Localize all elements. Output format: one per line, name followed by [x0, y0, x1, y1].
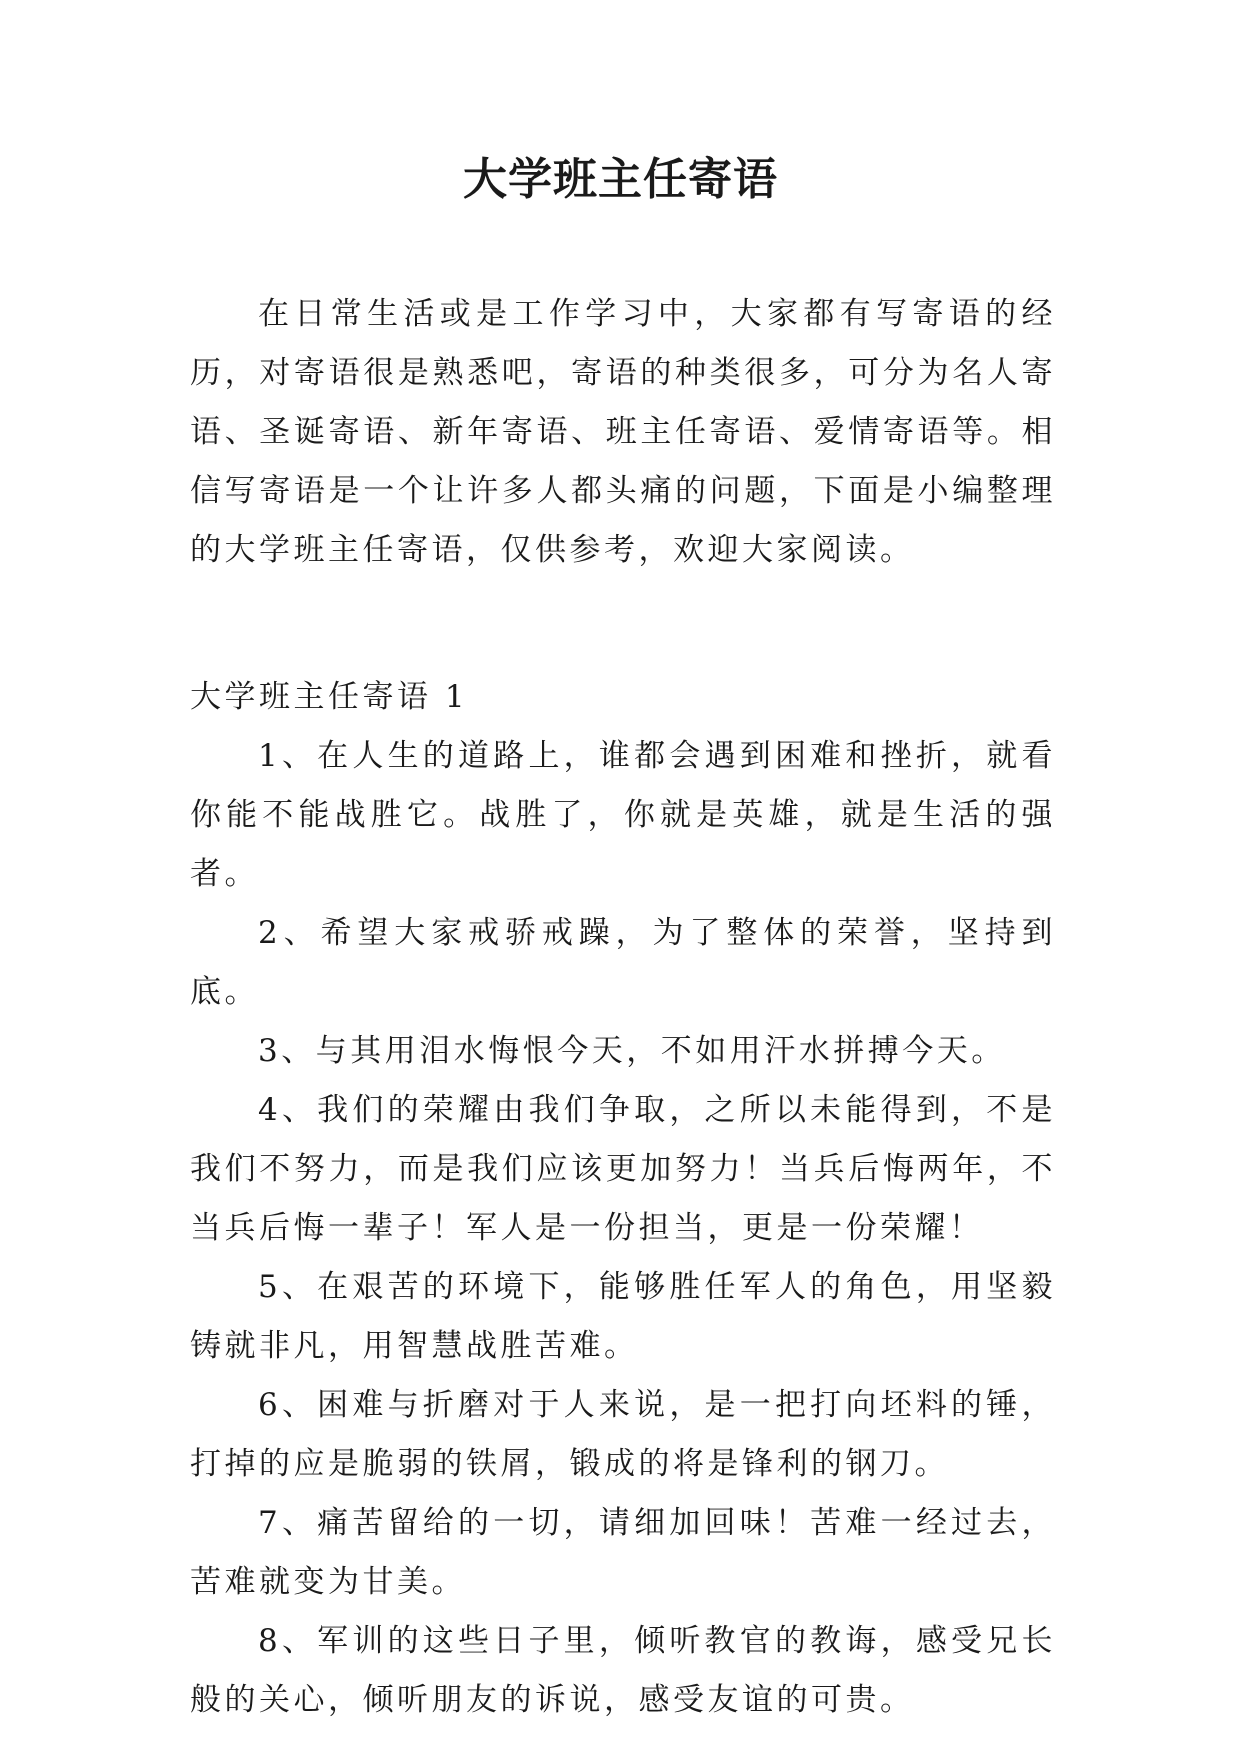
document-body — [190, 285, 1056, 1730]
section-heading: 大学班主任寄语 1 — [190, 679, 469, 715]
list-item: 7、痛苦留给的一切，请细加回味！苦难一经过去，苦难就变为甘美。 — [190, 1505, 1056, 1600]
list-item: 8、军训的这些日子里，倾听教官的教诲，感受兄长般的关心，倾听朋友的诉说，感受友谊的可贵。 — [190, 1623, 1056, 1718]
intro-paragraph: 在日常生活或是工作学习中，大家都有写寄语的经历，对寄语很是熟悉吧，寄语的种类很多，可分为名人寄语、圣诞寄语、新年寄语、班主任寄语、爱情寄语等。相信写寄语是一个让许多人都头痛的问题，下面是小编整理的大学班主任寄语，仅供参考，欢迎大家阅读。 — [190, 296, 1056, 568]
list-item: 5、在艰苦的环境下，能够胜任军人的角色，用坚毅铸就非凡，用智慧战胜苦难。 — [190, 1269, 1056, 1364]
list-item: 6、困难与折磨对于人来说，是一把打向坯料的锤，打掉的应是脆弱的铁屑，锻成的将是锋利的钢刀。 — [190, 1387, 1056, 1482]
page-title: 大学班主任寄语 — [463, 154, 778, 205]
list-item: 3、与其用泪水悔恨今天，不如用汗水拼搏今天。 — [258, 1033, 1006, 1069]
list-item: 2、希望大家戒骄戒躁，为了整体的荣誉，坚持到底。 — [190, 915, 1056, 1010]
list-item: 1、在人生的道路上，谁都会遇到困难和挫折，就看你能不能战胜它。战胜了，你就是英雄，就是生活的强者。 — [190, 738, 1056, 892]
list-item: 4、我们的荣耀由我们争取，之所以未能得到，不是我们不努力，而是我们应该更加努力！当兵后悔两年，不当兵后悔一辈子！军人是一份担当，更是一份荣耀！ — [190, 1092, 1056, 1246]
